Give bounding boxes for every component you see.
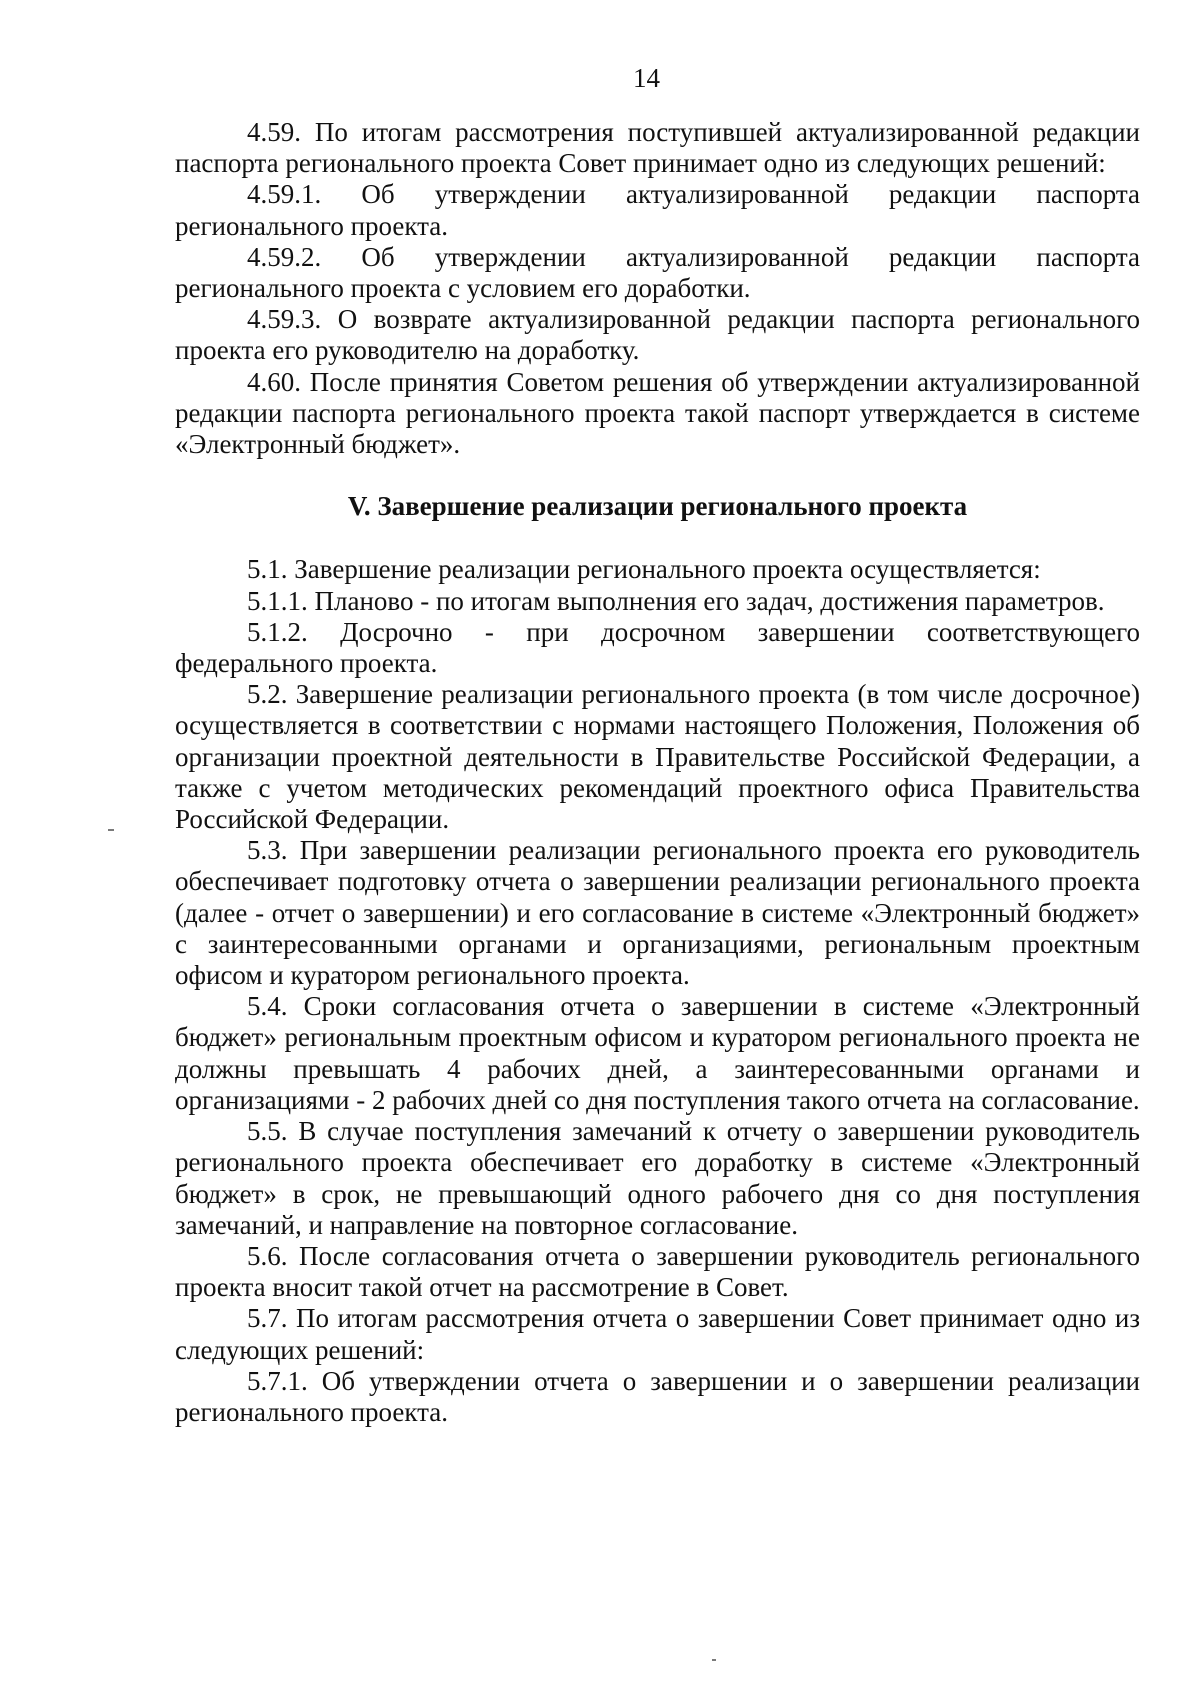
paragraph-4-59-2: 4.59.2. Об утверждении актуализированной редакции паспорта регионального проекта с условием его доработки.	[175, 241, 1140, 304]
document-body	[175, 117, 1140, 1428]
scan-artifact-mark	[712, 1659, 716, 1661]
paragraph-5-6: 5.6. После согласования отчета о завершении руководитель регионального проекта вносит такой отчет на рассмотрение в Совет.	[175, 1240, 1140, 1303]
paragraph-4-59-3: 4.59.3. О возврате актуализированной редакции паспорта регионального проекта его руководителю на доработку.	[175, 304, 1140, 366]
page-number: 14	[633, 63, 660, 93]
paragraph-4-59: 4.59. По итогам рассмотрения поступившей актуализированной редакции паспорта регионального проекта Совет принимает одно из следующих решений:	[175, 117, 1140, 179]
scan-artifact-mark	[108, 829, 114, 831]
paragraph-5-4: 5.4. Сроки согласования отчета о завершении в системе «Электронный бюджет» региональным проектным офисом и куратором регионального проекта не должны превышать 4 рабочих дней, а заинтересованными органами и организациями - 2 рабочих дней со дня поступления такого отчета на согласование.	[175, 991, 1140, 1115]
paragraph-5-1-2: 5.1.2. Досрочно - при досрочном завершении соответствующего федерального проекта.	[175, 616, 1140, 679]
paragraph-5-1-1: 5.1.1. Планово - по итогам выполнения его задач, достижения параметров.	[247, 585, 1105, 616]
paragraph-4-60: 4.60. После принятия Советом решения об утверждении актуализированной редакции паспорта регионального проекта такой паспорт утверждается в системе «Электронный бюджет».	[175, 366, 1140, 460]
paragraph-4-59-1: 4.59.1. Об утверждении актуализированной редакции паспорта регионального проекта.	[175, 179, 1140, 241]
paragraph-5-3: 5.3. При завершении реализации регионального проекта его руководитель обеспечивает подготовку отчета о завершении реализации регионального проекта (далее - отчет о завершении) и его согласование в системе «Электронный бюджет» с заинтересованными органами и организациями, региональным проектным офисом и куратором регионального проекта.	[175, 835, 1140, 991]
paragraph-5-7-1: 5.7.1. Об утверждении отчета о завершении и о завершении реализации регионального проекта.	[175, 1365, 1140, 1427]
section-heading: V. Завершение реализации регионального проекта	[347, 491, 968, 522]
paragraph-5-1: 5.1. Завершение реализации регионального проекта осуществляется:	[247, 554, 1041, 585]
paragraph-5-5: 5.5. В случае поступления замечаний к отчету о завершении руководитель регионального проекта обеспечивает его доработку в системе «Электронный бюджет» в срок, не превышающий одного рабочего дня со дня поступления замечаний, и направление на повторное согласование.	[175, 1116, 1140, 1240]
paragraph-5-7: 5.7. По итогам рассмотрения отчета о завершении Совет принимает одно из следующих решений:	[175, 1303, 1140, 1365]
paragraph-5-2: 5.2. Завершение реализации регионального проекта (в том числе досрочное) осуществляется в соответствии с нормами настоящего Положения, Положения об организации проектной деятельности в Правительстве Российской Федерации, а также с учетом методических рекомендаций проектного офиса Правительства Российской Федерации.	[175, 679, 1140, 835]
